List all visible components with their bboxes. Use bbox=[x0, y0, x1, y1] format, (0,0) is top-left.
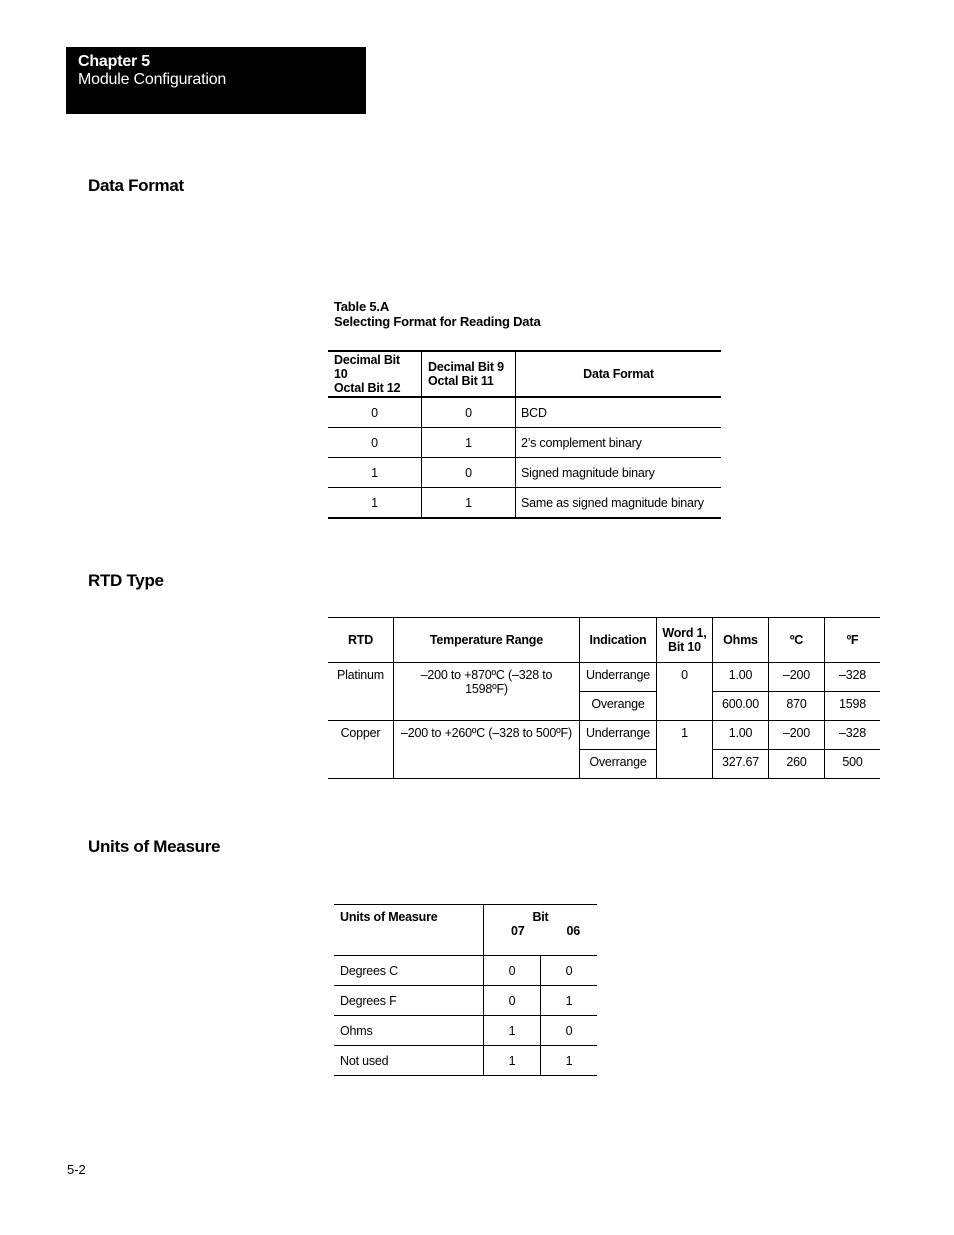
cell-range-platinum: –200 to +870ºC (–328 to 1598ºF) bbox=[393, 663, 579, 721]
cell-deg-f: –328 bbox=[824, 663, 880, 692]
header-line: Decimal Bit 10 bbox=[334, 353, 400, 381]
cell-bit06: 1 bbox=[565, 1053, 573, 1068]
header-decimal-bit-10 bbox=[328, 351, 422, 397]
table-header-row bbox=[328, 351, 721, 397]
header-line: Bit 10 bbox=[668, 640, 701, 654]
header-line: Octal Bit 12 bbox=[334, 381, 401, 395]
cell-bit06: 0 bbox=[541, 956, 598, 986]
table-label: Table 5.A bbox=[334, 299, 390, 314]
cell-ohms: 1.00 bbox=[712, 663, 768, 692]
cell-rtd-copper: Copper bbox=[328, 721, 393, 779]
table-title: Selecting Format for Reading Data bbox=[334, 314, 541, 329]
chapter-header bbox=[66, 47, 366, 114]
cell-unit: Not used bbox=[334, 1046, 484, 1076]
page-number: 5-2 bbox=[67, 1162, 86, 1177]
cell-rtd-platinum: Platinum bbox=[328, 663, 393, 721]
cell-unit: Degrees C bbox=[334, 956, 484, 986]
section-heading-data-format: Data Format bbox=[88, 176, 184, 195]
cell-word-bit: 1 bbox=[656, 721, 712, 779]
cell-bit07: 0 bbox=[484, 956, 541, 986]
cell-deg-f: –328 bbox=[824, 721, 880, 750]
data-format-table bbox=[328, 350, 721, 519]
cell-bit10: 0 bbox=[328, 397, 422, 428]
header-decimal-bit-9 bbox=[422, 351, 516, 397]
cell-unit: Ohms bbox=[334, 1016, 484, 1046]
table-row bbox=[334, 1016, 597, 1046]
cell-format: Signed magnitude binary bbox=[516, 458, 722, 488]
cell-bit06: 0 bbox=[541, 1016, 598, 1046]
cell-indication: Overange bbox=[579, 692, 656, 721]
header-deg-f: ºF bbox=[824, 618, 880, 663]
cell-format: Same as signed magnitude binary bbox=[521, 495, 704, 510]
cell-deg-f: 500 bbox=[842, 755, 863, 769]
cell-ohms: 327.67 bbox=[712, 750, 768, 779]
cell-indication: Underrange bbox=[579, 663, 656, 692]
cell-deg-c: 870 bbox=[768, 692, 824, 721]
header-data-format: Data Format bbox=[516, 351, 722, 397]
header-bit-07: 07 bbox=[511, 924, 525, 938]
cell-bit9: 0 bbox=[422, 397, 516, 428]
table-row bbox=[328, 488, 721, 519]
table-row bbox=[334, 956, 597, 986]
header-ohms: Ohms bbox=[712, 618, 768, 663]
header-line: Word 1, bbox=[662, 626, 707, 640]
header-bit-label: Bit bbox=[532, 910, 549, 924]
rtd-type-table bbox=[328, 617, 880, 779]
cell-indication: Underrange bbox=[579, 721, 656, 750]
table-row bbox=[328, 397, 721, 428]
table-header-row bbox=[328, 618, 880, 663]
cell-bit07: 1 bbox=[484, 1016, 541, 1046]
header-indication: Indication bbox=[579, 618, 656, 663]
section-heading-rtd-type: RTD Type bbox=[88, 571, 164, 590]
header-bit-06: 06 bbox=[566, 924, 580, 938]
cell-bit9: 0 bbox=[422, 458, 516, 488]
header-line: Decimal Bit 9 bbox=[428, 360, 504, 374]
chapter-number: Chapter 5 bbox=[78, 53, 150, 70]
table-row bbox=[328, 458, 721, 488]
header-units: Units of Measure bbox=[334, 905, 484, 956]
cell-deg-c: 260 bbox=[768, 750, 824, 779]
cell-bit10: 1 bbox=[328, 458, 422, 488]
header-temperature-range: Temperature Range bbox=[393, 618, 579, 663]
units-of-measure-table bbox=[334, 904, 597, 1076]
cell-ohms: 1.00 bbox=[712, 721, 768, 750]
header-line: Octal Bit 11 bbox=[428, 374, 494, 388]
table-row bbox=[328, 428, 721, 458]
cell-bit06: 1 bbox=[541, 986, 598, 1016]
cell-bit07: 0 bbox=[484, 986, 541, 1016]
header-bit-numbers bbox=[484, 924, 597, 938]
cell-bit07: 1 bbox=[484, 1046, 541, 1076]
table-caption bbox=[334, 299, 541, 329]
table-row bbox=[328, 663, 880, 692]
header-deg-c: ºC bbox=[768, 618, 824, 663]
table-row bbox=[334, 986, 597, 1016]
table-row bbox=[328, 721, 880, 750]
table-header-row bbox=[334, 905, 597, 956]
cell-format: 2’s complement binary bbox=[516, 428, 722, 458]
cell-bit9: 1 bbox=[422, 428, 516, 458]
header-rtd: RTD bbox=[328, 618, 393, 663]
cell-deg-c: –200 bbox=[768, 721, 824, 750]
cell-deg-c: –200 bbox=[768, 663, 824, 692]
cell-word-bit: 0 bbox=[656, 663, 712, 721]
cell-bit10: 1 bbox=[328, 488, 422, 519]
cell-unit: Degrees F bbox=[334, 986, 484, 1016]
cell-indication: Overrange bbox=[579, 750, 656, 779]
cell-ohms: 600.00 bbox=[712, 692, 768, 721]
chapter-title: Module Configuration bbox=[78, 71, 227, 88]
table-row bbox=[334, 1046, 597, 1076]
cell-bit9: 1 bbox=[422, 488, 516, 519]
header-bit bbox=[484, 905, 598, 956]
header-word-bit bbox=[656, 618, 712, 663]
cell-format: BCD bbox=[516, 397, 722, 428]
cell-deg-f: 1598 bbox=[824, 692, 880, 721]
cell-range-copper: –200 to +260ºC (–328 to 500ºF) bbox=[393, 721, 579, 779]
section-heading-units-of-measure: Units of Measure bbox=[88, 837, 221, 856]
cell-bit10: 0 bbox=[328, 428, 422, 458]
